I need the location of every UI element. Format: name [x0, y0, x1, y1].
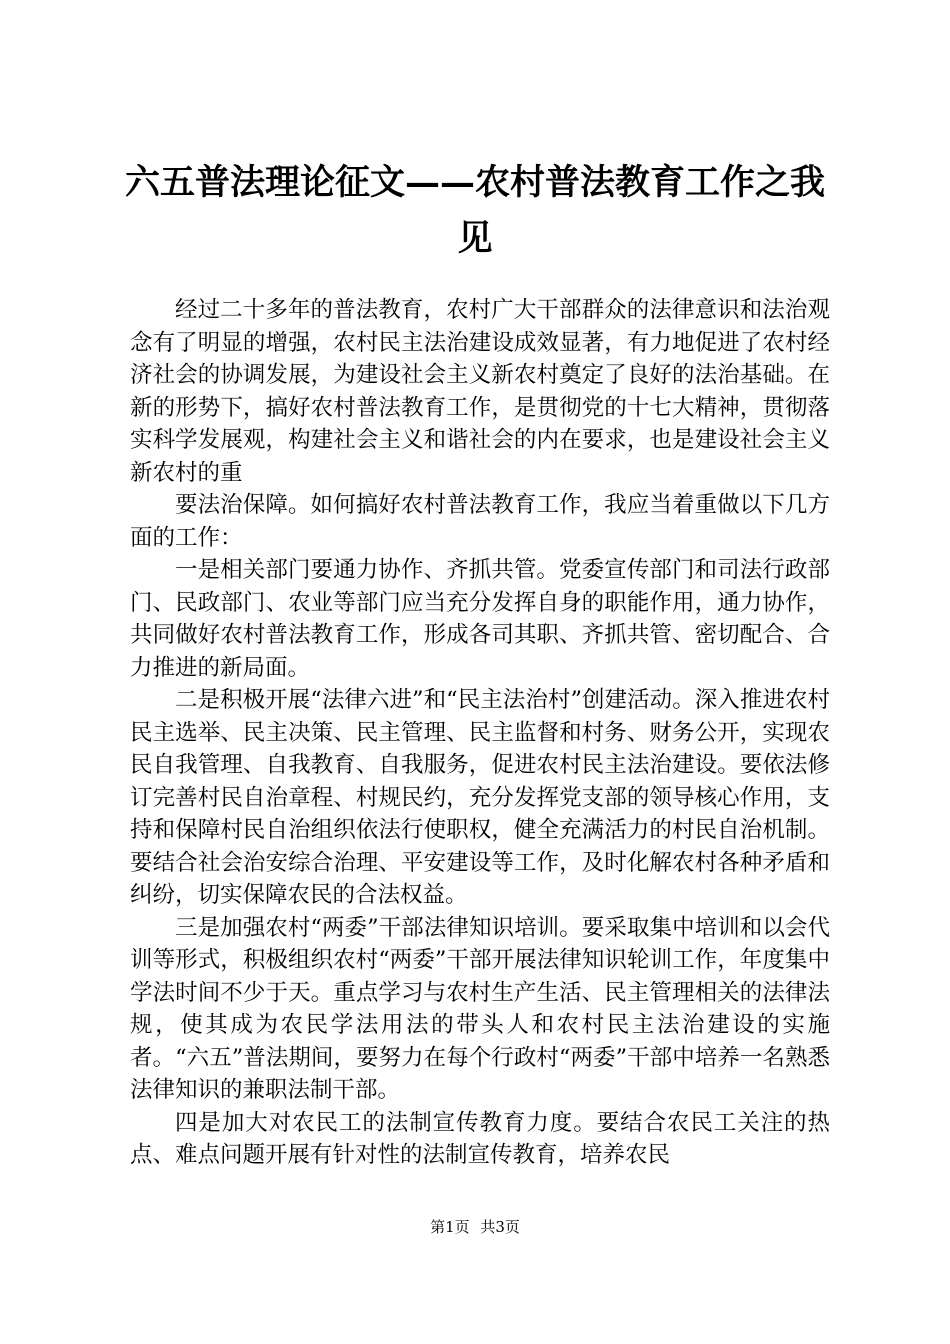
paragraph: 经过二十多年的普法教育，农村广大干部群众的法律意识和法治观念有了明显的增强，农村民主法治建设成效显著，有力地促进了农村经济社会的协调发展，为建设社会主义新农村奠定了良好的法治基础。在新的形势下，搞好农村普法教育工作，是贯彻党的十七大精神，贯彻落实科学发展观，构建社会主义和谐社会的内在要求，也是建设社会主义新农村的重 — [130, 297, 830, 486]
paragraph: 四是加大对农民工的法制宣传教育力度。要结合农民工关注的热点、难点问题开展有针对性的法制宣传教育，培养农民 — [130, 1109, 830, 1168]
paragraph: 二是积极开展“法律六进”和“民主法治村”创建活动。深入推进农村民主选举、民主决策、民主管理、民主监督和村务、财务公开，实现农民自我管理、自我教育、自我服务，促进农村民主法治建设。要依法修订完善村民自治章程、村规民约，充分发挥党支部的领导核心作用，支持和保障村民自治组织依法行使职权，健全充满活力的村民自治机制。要结合社会治安综合治理、平安建设等工作，及时化解农村各种矛盾和纠纷，切实保障农民的合法权益。 — [130, 687, 830, 908]
paragraph: 要法治保障。如何搞好农村普法教育工作，我应当着重做以下几方面的工作： — [130, 492, 830, 551]
page-number: 第1页 — [430, 1218, 470, 1236]
page-total: 共3页 — [480, 1218, 520, 1236]
document-body — [130, 294, 830, 1172]
document-title: 六五普法理论征文——农村普法教育工作之我见 — [124, 162, 825, 259]
paragraph: 一是相关部门要通力协作、齐抓共管。党委宣传部门和司法行政部门、民政部门、农业等部门应当充分发挥自身的职能作用，通力协作，共同做好农村普法教育工作，形成各司其职、齐抓共管、密切配合、合力推进的新局面。 — [130, 557, 830, 681]
paragraph: 三是加强农村“两委”干部法律知识培训。要采取集中培训和以会代训等形式，积极组织农村“两委”干部开展法律知识轮训工作，年度集中学法时间不少于天。重点学习与农村生产生活、民主管理相关的法律法规，使其成为农民学法用法的带头人和农村民主法治建设的实施者。“六五”普法期间，要努力在每个行政村“两委”干部中培养一名熟悉法律知识的兼职法制干部。 — [130, 914, 830, 1103]
page-footer — [0, 1216, 950, 1237]
